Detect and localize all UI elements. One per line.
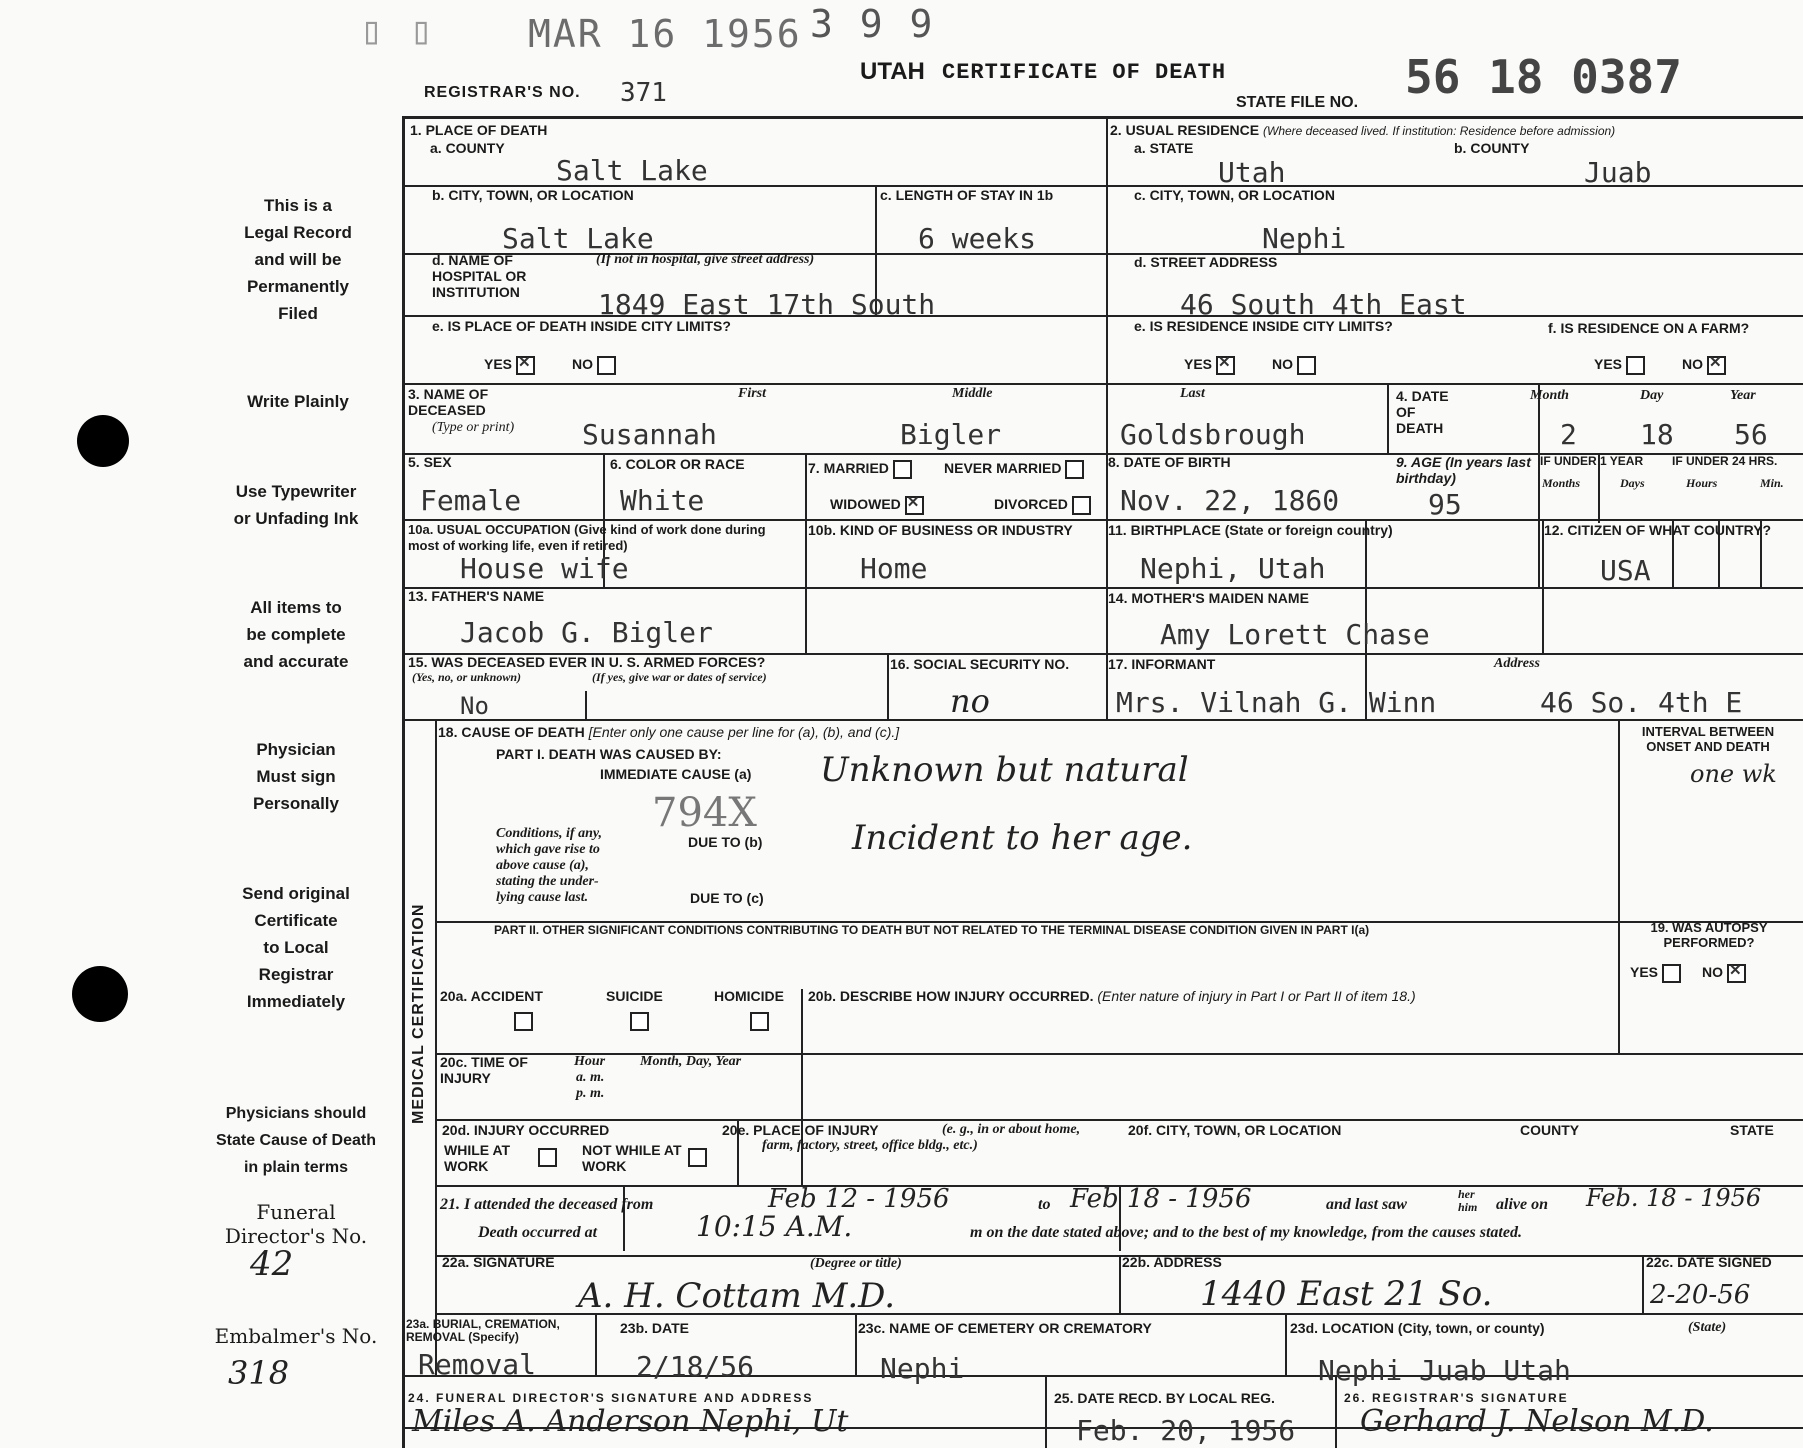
state-file-number: 56 18 0387	[1405, 50, 1682, 104]
street-label: d. STREET ADDRESS	[1134, 254, 1278, 270]
all-items-note: All items to be complete and accurate	[243, 598, 349, 671]
title-prefix: UTAH	[860, 58, 925, 85]
first-name: Susannah	[582, 418, 717, 451]
burial-label: 23a. BURIAL, CREMATION, REMOVAL (Specify)	[406, 1317, 560, 1344]
cause-code: 794X	[652, 790, 757, 836]
use-typewriter-note: Use Typewriter or Unfading Ink	[233, 482, 359, 528]
her-him-label: her him	[1458, 1187, 1478, 1214]
residence-inside-city-label: e. IS RESIDENCE INSIDE CITY LIMITS?	[1134, 318, 1393, 334]
cemetery: Nephi	[880, 1352, 965, 1385]
death-day: 18	[1640, 418, 1674, 451]
date-of-birth: Nov. 22, 1860	[1120, 484, 1340, 517]
under-24-hrs-label: IF UNDER 24 HRS.	[1672, 454, 1778, 468]
hospital-address: 1849 East 17th South	[598, 288, 936, 321]
cause-b: Incident to her age.	[852, 818, 1193, 858]
homicide-checkbox[interactable]	[750, 1012, 769, 1031]
send-original-note: Send original Certificate to Local Registrar Immediately	[242, 884, 350, 1011]
residence-county-label: b. COUNTY	[1454, 140, 1530, 156]
registrar-no-value: 371	[620, 78, 667, 108]
inside-city-yes[interactable]: YES✕	[484, 356, 535, 375]
interval-label: INTERVAL BETWEEN ONSET AND DEATH	[1641, 724, 1775, 754]
widowed-option[interactable]: WIDOWED✕	[830, 496, 924, 515]
hospital-label: d. NAME OF HOSPITAL OR INSTITUTION	[432, 252, 527, 300]
funeral-director-label: 24. FUNERAL DIRECTOR'S SIGNATURE AND ADDRESS	[408, 1391, 814, 1405]
accident-label: 20a. ACCIDENT	[440, 988, 543, 1004]
homicide-label: HOMICIDE	[714, 988, 784, 1004]
cause-of-death-label: 18. CAUSE OF DEATH [Enter only one cause per line for (a), (b), and (c).]	[438, 724, 900, 740]
date-received: Feb. 20, 1956	[1076, 1414, 1296, 1447]
day-label: Day	[1640, 388, 1664, 403]
due-to-b-label: DUE TO (b)	[688, 834, 763, 850]
funeral-director-signature: Miles A. Anderson Nephi, Ut	[412, 1404, 849, 1439]
sex-label: 5. SEX	[408, 454, 452, 470]
divorced-option[interactable]: DIVORCED	[994, 496, 1091, 515]
informant-address-label: Address	[1494, 656, 1540, 671]
length-of-stay-label: c. LENGTH OF STAY IN 1b	[880, 187, 1054, 203]
number-stamp: 3 9 9	[810, 2, 935, 46]
stamp-marks: ▯ ▯	[360, 8, 435, 52]
length-of-stay: 6 weeks	[918, 222, 1037, 255]
physician-address-label: 22b. ADDRESS	[1122, 1254, 1222, 1270]
age: 95	[1428, 488, 1462, 521]
residence-state-label: a. STATE	[1134, 140, 1194, 156]
residence-city: Nephi	[1262, 222, 1347, 255]
degree-label: (Degree or title)	[810, 1256, 902, 1271]
farm-no[interactable]: NO✕	[1682, 356, 1726, 375]
am-label: a. m.	[576, 1070, 605, 1085]
burial-method: Removal	[418, 1348, 537, 1381]
death-month: 2	[1560, 418, 1577, 451]
father-name: Jacob G. Bigler	[460, 616, 713, 649]
armed-note-2: (If yes, give war or dates of service)	[592, 670, 767, 684]
accident-checkbox[interactable]	[514, 1012, 533, 1031]
registrar-no-label: REGISTRAR'S NO.	[424, 84, 581, 101]
death-county: Salt Lake	[556, 154, 708, 187]
middle-label: Middle	[952, 386, 993, 401]
to-label: to	[1038, 1196, 1051, 1213]
burial-state-label: (State)	[1688, 1320, 1727, 1335]
not-at-work-checkbox[interactable]	[688, 1148, 707, 1167]
dob-label: 8. DATE OF BIRTH	[1108, 454, 1231, 470]
business-label: 10b. KIND OF BUSINESS OR INDUSTRY	[808, 522, 1073, 538]
race: White	[620, 484, 705, 517]
physician-signature: A. H. Cottam M.D.	[578, 1276, 896, 1316]
date-stamp: MAR 16 1956	[528, 12, 802, 56]
embalmer-no: 318	[228, 1354, 290, 1392]
suicide-checkbox[interactable]	[630, 1012, 649, 1031]
interval: one wk	[1690, 760, 1777, 788]
birthplace: Nephi, Utah	[1140, 552, 1326, 585]
residence-city-label: c. CITY, TOWN, OR LOCATION	[1134, 187, 1335, 203]
occupation-label: 10a. USUAL OCCUPATION (Give kind of work done during most of working life, even if retired)	[408, 522, 766, 553]
death-city-label: b. CITY, TOWN, OR LOCATION	[432, 187, 634, 203]
physician-address: 1440 East 21 So.	[1200, 1274, 1493, 1314]
armed-note-1: (Yes, no, or unknown)	[412, 670, 522, 684]
funeral-director-no: 42	[250, 1244, 294, 1284]
alive-on-date: Feb. 18 - 1956	[1586, 1184, 1762, 1212]
inside-city-no[interactable]: NO	[572, 356, 616, 375]
ssn: no	[950, 682, 990, 720]
punch-hole	[77, 415, 129, 467]
birthplace-label: 11. BIRTHPLACE (State or foreign country)	[1108, 522, 1393, 538]
hours-label: Hours	[1686, 476, 1718, 490]
burial-date: 2/18/56	[636, 1350, 755, 1383]
min-label: Min.	[1760, 476, 1784, 490]
ssn-label: 16. SOCIAL SECURITY NO.	[890, 656, 1070, 672]
farm-label: f. IS RESIDENCE ON A FARM?	[1548, 320, 1750, 336]
father-label: 13. FATHER'S NAME	[408, 588, 545, 604]
mother-name: Amy Lorett Chase	[1160, 618, 1430, 651]
injury-state-label: STATE	[1730, 1122, 1774, 1138]
type-or-print-note: (Type or print)	[432, 420, 515, 435]
injury-county-label: COUNTY	[1520, 1122, 1580, 1138]
citizen: USA	[1600, 554, 1651, 587]
alive-on-label: alive on	[1496, 1196, 1548, 1213]
informant-address: 46 So. 4th E	[1540, 686, 1743, 719]
registrar-signature-label: 26. REGISTRAR'S SIGNATURE	[1344, 1391, 1569, 1405]
business: Home	[860, 552, 928, 585]
race-label: 6. COLOR OR RACE	[610, 456, 745, 472]
embalmer-no-label: Embalmer's No.	[214, 1324, 378, 1348]
attended-to: Feb 18 - 1956	[1070, 1184, 1252, 1214]
physician-sign-note: Physician Must sign Personally	[253, 740, 339, 813]
date-of-death-label: 4. DATE OF DEATH	[1396, 388, 1449, 436]
medical-certification-label: MEDICAL CERTIFICATION	[410, 903, 427, 1124]
residence-state: Utah	[1218, 156, 1286, 189]
residence-inside-no[interactable]: NO	[1272, 356, 1316, 375]
attended-from: Feb 12 - 1956	[768, 1184, 950, 1214]
married-option[interactable]: 7. MARRIED	[808, 460, 912, 479]
place-of-injury-label: 20e. PLACE OF INJURY	[722, 1122, 879, 1138]
residence-county: Juab	[1584, 156, 1652, 189]
cemetery-label: 23c. NAME OF CEMETERY OR CREMATORY	[858, 1320, 1152, 1336]
death-time: 10:15 A.M.	[696, 1210, 853, 1243]
on-date-statement: m on the date stated above; and to the best of my knowledge, from the causes stated.	[970, 1224, 1522, 1241]
last-name: Goldsbrough	[1120, 418, 1306, 451]
punch-hole	[72, 966, 128, 1022]
injury-how-label: 20b. DESCRIBE HOW INJURY OCCURRED. (Enter nature of injury in Part I or Part II of item 18.)	[808, 988, 1416, 1004]
state-file-label: STATE FILE NO.	[1236, 94, 1359, 111]
date-received-label: 25. DATE RECD. BY LOCAL REG.	[1054, 1390, 1275, 1406]
under-1-year-label: IF UNDER 1 YEAR	[1540, 454, 1644, 468]
hospital-note: (If not in hospital, give street address)	[596, 252, 815, 267]
first-label: First	[738, 386, 767, 401]
residence-label: 2. USUAL RESIDENCE (Where deceased lived. If institution: Residence before admission)	[1110, 122, 1616, 138]
informant-label: 17. INFORMANT	[1108, 656, 1216, 672]
armed-forces: No	[460, 692, 489, 720]
while-at-work-label: WHILE AT WORK	[444, 1142, 511, 1174]
autopsy-yes[interactable]: YES	[1630, 964, 1681, 983]
attended-label: 21. I attended the deceased from	[440, 1196, 654, 1213]
autopsy-no[interactable]: NO✕	[1702, 964, 1746, 983]
part-2-label: PART II. OTHER SIGNIFICANT CONDITIONS CONTRIBUTING TO DEATH BUT NOT RELATED TO THE TERMINAL DISEASE CONDITION GIVEN IN PART I(a)	[494, 923, 1370, 937]
sex: Female	[420, 484, 522, 517]
suicide-label: SUICIDE	[606, 988, 663, 1004]
death-occurred-at-label: Death occurred at	[478, 1224, 598, 1241]
deceased-name-label: 3. NAME OF DECEASED	[408, 386, 489, 418]
autopsy-label: 19. WAS AUTOPSY PERFORMED?	[1650, 920, 1768, 950]
street-address: 46 South 4th East	[1180, 288, 1467, 321]
hour-label: Hour	[574, 1054, 606, 1069]
document-title: CERTIFICATE OF DEATH	[942, 60, 1227, 85]
citizen-label: 12. CITIZEN OF WHAT COUNTRY?	[1544, 522, 1772, 538]
death-year: 56	[1734, 418, 1768, 451]
due-to-c-label: DUE TO (c)	[690, 890, 764, 906]
month-day-year-label: Month, Day, Year	[640, 1054, 742, 1069]
pm-label: p. m.	[576, 1086, 605, 1101]
never-married-option[interactable]: NEVER MARRIED	[944, 460, 1084, 479]
physicians-should-note: Physicians should State Cause of Death in plain terms	[215, 1105, 377, 1176]
year-label: Year	[1730, 388, 1756, 403]
burial-location-label: 23d. LOCATION (City, town, or county)	[1290, 1320, 1545, 1336]
not-at-work-label: NOT WHILE AT WORK	[582, 1142, 682, 1174]
inside-city-label: e. IS PLACE OF DEATH INSIDE CITY LIMITS?	[432, 318, 731, 334]
mother-label: 14. MOTHER'S MAIDEN NAME	[1108, 590, 1309, 606]
part-1-label: PART I. DEATH WAS CAUSED BY:	[496, 746, 722, 762]
month-label: Month	[1530, 388, 1569, 403]
days-label: Days	[1620, 476, 1645, 490]
funeral-director-no-label: Funeral Director's No.	[224, 1200, 368, 1248]
armed-forces-label: 15. WAS DECEASED EVER IN U. S. ARMED FORCES?	[408, 654, 766, 670]
months-label: Months	[1542, 476, 1581, 490]
while-at-work-checkbox[interactable]	[538, 1148, 557, 1167]
last-label: Last	[1180, 386, 1205, 401]
last-saw-label: and last saw	[1326, 1196, 1407, 1213]
farm-yes[interactable]: YES	[1594, 356, 1645, 375]
middle-name: Bigler	[900, 418, 1002, 451]
time-of-injury-label: 20c. TIME OF INJURY	[440, 1054, 528, 1086]
injury-city-label: 20f. CITY, TOWN, OR LOCATION	[1128, 1122, 1342, 1138]
death-city: Salt Lake	[502, 222, 654, 255]
immediate-cause-label: IMMEDIATE CAUSE (a)	[600, 766, 752, 782]
registrar-signature: Gerhard J. Nelson M.D.	[1360, 1404, 1714, 1439]
county-label: a. COUNTY	[430, 140, 505, 156]
burial-location: Nephi Juab Utah	[1318, 1354, 1571, 1387]
place-of-injury-note: (e. g., in or about home, farm, factory, street, office bldg., etc.)	[762, 1122, 1081, 1153]
conditions-note: Conditions, if any, which gave rise to above cause (a), stating the under- lying cause last.	[496, 826, 603, 905]
signature-label: 22a. SIGNATURE	[442, 1254, 555, 1270]
age-label: 9. AGE (In years last birthday)	[1396, 454, 1531, 486]
immediate-cause: Unknown but natural	[820, 750, 1189, 790]
occupation: House wife	[460, 552, 629, 585]
injury-occurred-label: 20d. INJURY OCCURRED	[442, 1122, 610, 1138]
burial-date-label: 23b. DATE	[620, 1320, 689, 1336]
legal-record-note: This is a Legal Record and will be Permanently Filed	[244, 196, 352, 323]
residence-inside-yes[interactable]: YES✕	[1184, 356, 1235, 375]
informant-name: Mrs. Vilnah G. Winn	[1116, 686, 1437, 719]
write-plainly-note: Write Plainly	[247, 392, 349, 411]
place-of-death-label: 1. PLACE OF DEATH	[410, 122, 548, 138]
date-signed-label: 22c. DATE SIGNED	[1646, 1254, 1772, 1270]
date-signed: 2-20-56	[1650, 1280, 1751, 1310]
